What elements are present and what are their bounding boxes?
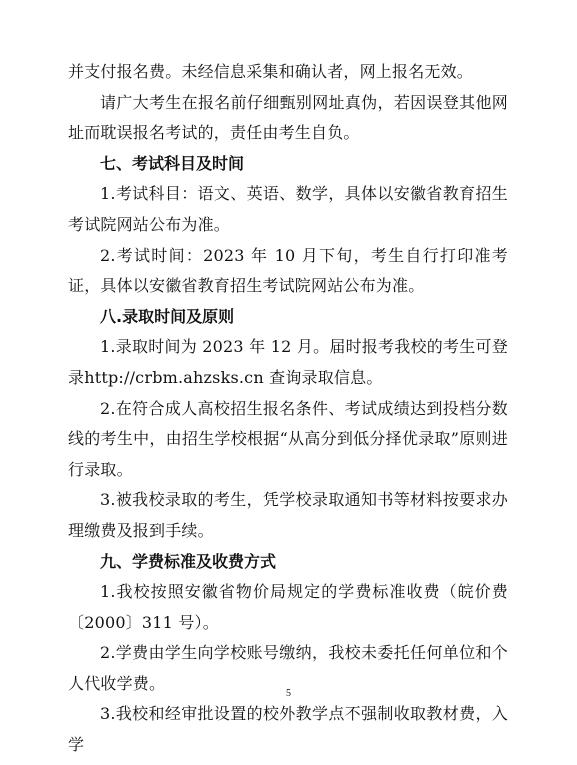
paragraph-exam-time: 2.考试时间：2023 年 10 月下旬，考生自行打印准考证，具体以安徽省教育招生考试院网站公布为准。 bbox=[68, 245, 508, 296]
paragraph-admission-time: 1.录取时间为 2023 年 12 月。届时报考我校的考生可登录http://crbm.ahzsks.cn 查询录取信息。 bbox=[68, 337, 508, 387]
paragraph-payment-note: 并支付报名费。未经信息采集和确认者，网上报名无效。 bbox=[68, 62, 474, 81]
paragraph-textbook-fees: 3.我校和经审批设置的校外教学点不强制收取教材费，入学 bbox=[68, 704, 508, 755]
section-heading-exam-subjects: 七、考试科目及时间 bbox=[100, 153, 245, 173]
paragraph-tuition-payment: 2.学费由学生向学校账号缴纳，我校未委托任何单位和个人代收学费。 bbox=[68, 643, 508, 693]
section-heading-tuition: 九、学费标准及收费方式 bbox=[100, 551, 277, 571]
paragraph-url-warning: 请广大考生在报名前仔细甄别网址真伪，若因误登其他网址而耽误报名考试的，责任由考生自负。 bbox=[68, 92, 508, 143]
paragraph-admission-principle: 2.在符合成人高校招生报名条件、考试成绩达到投档分数线的考生中，由招生学校根据“从高分到低分择优录取”原则进行录取。 bbox=[68, 398, 508, 479]
page-content bbox=[68, 57, 508, 761]
page-number: 5 bbox=[286, 688, 291, 699]
section-heading-admission: 八.录取时间及原则 bbox=[100, 306, 235, 326]
paragraph-tuition-standard: 1.我校按照安徽省物价局规定的学费标准收费（皖价费〔2000〕311 号）。 bbox=[68, 582, 508, 632]
paragraph-exam-subjects: 1.考试科目：语文、英语、数学，具体以安徽省教育招生考试院网站公布为准。 bbox=[68, 184, 508, 234]
paragraph-enrollment-procedure: 3.被我校录取的考生，凭学校录取通知书等材料按要求办理缴费及报到手续。 bbox=[68, 490, 508, 540]
